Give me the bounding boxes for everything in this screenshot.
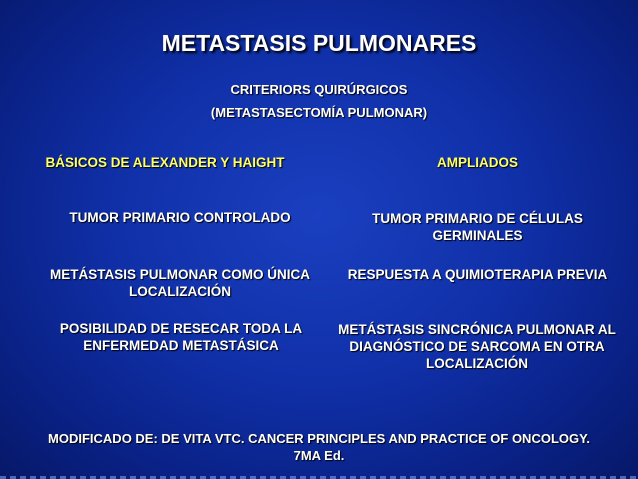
right-item-3: METÁSTASIS SINCRÓNICA PULMONAR AL DIAGNÓSTICO DE SARCOMA EN OTRA LOCALIZACIÓN [338, 322, 616, 371]
left-column-header: BÁSICOS DE ALEXANDER Y HAIGHT [45, 155, 285, 170]
subtitle-line-1: CRITERIORS QUIRÚRGICOS [230, 82, 408, 97]
left-item-3: POSIBILIDAD DE RESECAR TODA LA ENFERMEDAD METASTÁSICA [59, 321, 303, 353]
left-item-2: METÁSTASIS PULMONAR COMO ÚNICA LOCALIZACIÓN [50, 267, 310, 299]
right-item-2: RESPUESTA A QUIMIOTERAPIA PREVIA [347, 267, 608, 282]
subtitle-line-2: (METASTASECTOMÍA PULMONAR) [210, 105, 428, 120]
left-item-1: TUMOR PRIMARIO CONTROLADO [69, 210, 291, 225]
footer-reference: MODIFICADO DE: DE VITA VTC. CANCER PRINCIPLES AND PRACTICE OF ONCOLOGY. 7MA Ed. [48, 431, 590, 463]
slide-title: METASTASIS PULMONARES [161, 30, 477, 56]
right-column-header: AMPLIADOS [437, 155, 518, 170]
right-item-1: TUMOR PRIMARIO DE CÉLULAS GERMINALES [372, 211, 583, 243]
